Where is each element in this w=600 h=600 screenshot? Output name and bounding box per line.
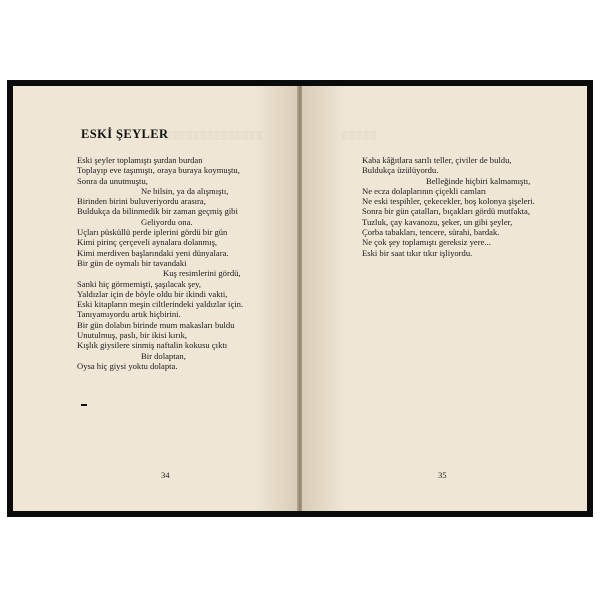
poem-line: Ne bilsin, ya da alışmıştı, [141, 185, 229, 196]
poem-line: Unutulmuş, paslı, bir ikisi kırık, [77, 330, 188, 341]
margin-mark [81, 404, 87, 406]
poem-line: Tanıyamıyordu artık hiçbirini. [77, 309, 181, 320]
poem-line: Sonra da unutmuştu, [77, 175, 148, 186]
poem-line: Uçları püsküllü perde iplerini gördü bir gün [77, 227, 228, 238]
right-page [302, 86, 587, 511]
poem-line: Kuş resimlerini gördü, [163, 268, 241, 279]
poem-line: Belleğinde hiçbiri kalmamıştı, [426, 175, 531, 186]
show-through-text: ▒▒▒▒▒ [342, 130, 378, 140]
poem-line: Kışlık giysilere sinmiş naftalin kokusu çıktı [77, 340, 228, 351]
poem-line: Bir gün de oymalı bir tavandaki [77, 257, 187, 268]
poem-line: Kimi merdiven başlarındaki yeni dünyalara. [77, 247, 229, 258]
poem-line: Çorba tabakları, tencere, sürahi, bardak. [362, 227, 500, 238]
poem-line: Buldukça üzülüyordu. [362, 165, 439, 176]
poem-line: Bir dolaptan, [141, 350, 186, 361]
poem-line: Bir gün dolabın birinde mum makasları buldu [77, 319, 235, 330]
poem-line: Toplayıp eve taşımıştı, oraya buraya koymuştu, [77, 165, 240, 176]
open-book [7, 80, 593, 517]
poem-line: Ne eski tespihler, çekecekler, boş kolonya şişeleri. [362, 196, 535, 207]
poem-line: Yaldızlar için de böyle oldu bir ikindi vakti, [77, 288, 228, 299]
poem-line: Kimi pirinç çerçeveli aynalara dolanmış, [77, 237, 218, 248]
poem-line: Buldukça da bilinmedik bir zaman geçmiş gibi [77, 206, 238, 217]
poem-line: Oysa hiç giysi yoktu dolapta. [77, 360, 178, 371]
poem-line: Eski kitapların meşin ciltlerindeki yaldızlar için. [77, 299, 244, 310]
page-number-right: 35 [438, 470, 447, 480]
poem-line: Sanki hiç görmemişti, şaşılacak şey, [77, 278, 202, 289]
poem-line: Sonra bir gün çatalları, bıçakları gördü mutfakta, [362, 206, 530, 217]
poem-line: Eski şeyler toplamıştı şurdan burdan [77, 155, 203, 165]
poem-line: Birinden birini buluveriyordu arasıra, [77, 196, 206, 207]
show-through-text: ▒▒▒▒▒▒▒▒▒▒▒▒▒▒ [165, 130, 264, 140]
poem-line: Tuzluk, çay kavanozu, şeker, un gibi şeyler, [362, 216, 513, 227]
poem-line: Ne çok şey toplamıştı gereksiz yere... [362, 237, 491, 248]
poem-line: Eski bir saat tıkır tıkır işliyordu. [362, 247, 473, 258]
poem-title: ESKİ ŞEYLER [81, 127, 169, 141]
left-page [13, 86, 298, 511]
poem-line: Ne ecza dolaplarının çiçekli camları [362, 185, 487, 196]
right-page-poem [362, 155, 535, 258]
left-page-poem [77, 155, 243, 371]
poem-line: Kaba kâğıtlara sarılı teller, çiviler de buldu, [362, 155, 512, 165]
poem-line: Geliyordu ona. [141, 216, 193, 227]
page-number-left: 34 [161, 470, 170, 480]
